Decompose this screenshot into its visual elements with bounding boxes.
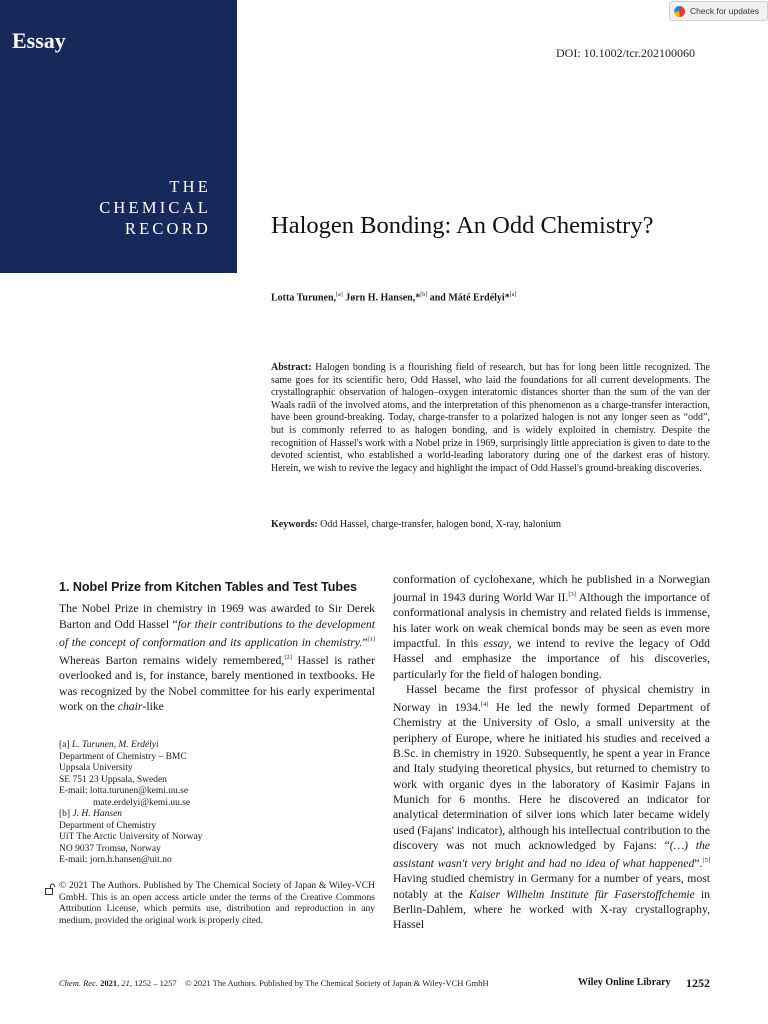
article-title: Halogen Bonding: An Odd Chemistry?: [271, 212, 654, 239]
affiliation-label: [b]: [59, 809, 73, 819]
affiliation-line: Department of Chemistry: [59, 820, 157, 831]
text-run: He led the newly formed Department of Chemistry at the University of Oslo, a small university at the periphery of Europe, where he initiated his studies and received a B.Sc. in chemistry in 1920. Subsequently, he spent a year in France and Italy studying theoretical physics, but returned to chemistry to work with organic dyes in the laboratory of Kasimir Fajans in Munich for 6 months. Here he discovered an indicator for analytical determination of silver ions which later became widely used (Fajans' indicator), although his intellectual contribution to the discovery was not much acknowledged by Fajans: “: [393, 701, 710, 852]
body-paragraph: [59, 601, 375, 714]
wiley-online-library-link[interactable]: Wiley Online Library: [578, 977, 671, 988]
keywords-text: Odd Hassel, charge-transfer, halogen bond, X-ray, halonium: [317, 519, 562, 530]
reference-link[interactable]: [2]: [284, 654, 292, 662]
affiliation-marker: [a]: [509, 292, 517, 298]
affiliation-line: Department of Chemistry – BMC: [59, 751, 187, 762]
journal-line: THE: [169, 177, 211, 196]
text-run: Having studied chemistry in Germany for a number of years, most notably at the: [393, 872, 710, 901]
reference-link[interactable]: [4]: [480, 701, 489, 709]
emphasis-text: chair: [117, 699, 143, 713]
body-column-right: [393, 572, 710, 933]
affiliation-line: UiT The Arctic University of Norway: [59, 832, 203, 842]
affiliation-authors: L. Turunen, M. Erdélyi: [71, 740, 159, 750]
text-run: Hassel is rather overlooked and is, for instance, barely mentioned in textbooks. He was recognized by the Nobel committee for his early experimental work on the: [59, 653, 375, 713]
text-run: Hassel became the first professor of physical chemistry in Norway in 1934.: [393, 682, 710, 715]
open-access-icon: [45, 883, 55, 895]
journal-name: [99, 176, 211, 239]
citation-pages: , 1252 – 1257: [129, 978, 177, 988]
crossmark-icon: [674, 6, 685, 17]
reference-link[interactable]: [3]: [568, 591, 576, 599]
affiliation-authors: J. H. Hansen: [72, 809, 123, 819]
body-paragraph: [393, 682, 710, 933]
reference-link[interactable]: [1]: [367, 635, 375, 643]
body-paragraph: [393, 572, 710, 682]
body-column-left: [59, 580, 375, 714]
text-run: ”.: [694, 857, 703, 871]
email-link[interactable]: E-mail: lotta.turunen@kemi.uu.se: [59, 786, 189, 796]
section-label: Essay: [12, 28, 66, 53]
license-statement: © 2021 The Authors. Published by The Chemical Society of Japan & Wiley-VCH GmbH. This is an open access article under the terms of the Creative Commons Attribution License, which permits use, distribution and reproduction in any medium, provided the original work is properly cited.: [59, 881, 375, 926]
text-run: , we intend to revive the legacy of Odd Hassel and emphasize the importance of his discoveries, particularly for the field of halogen bonding.: [393, 637, 710, 681]
fajans-quote: (…) the assistant wasn't very bright and had no idea of what happened: [393, 838, 710, 871]
page-number: 1252: [686, 976, 710, 990]
author-name: Lotta Turunen,: [271, 292, 337, 304]
journal-abbrev: Chem. Rec.: [59, 978, 98, 988]
affiliation-line: NO 9037 Tromsø, Norway: [59, 843, 161, 854]
author-name: Jørn H. Hansen,*: [342, 292, 421, 304]
section-heading: 1. Nobel Prize from Kitchen Tables and Test Tubes: [59, 580, 357, 594]
journal-banner: [0, 0, 237, 273]
affiliation-marker: [a]: [336, 292, 343, 298]
text-run: Whereas Barton remains widely remembered,: [59, 653, 285, 667]
affiliation-b-header: [59, 809, 375, 821]
author-name: and Máté Erdélyi*: [427, 292, 510, 304]
affiliation-line: SE 751 23 Uppsala, Sweden: [59, 774, 167, 785]
check-for-updates-label: Check for updates: [690, 6, 759, 16]
email-link[interactable]: mate.erdelyi@kemi.uu.se: [93, 797, 191, 808]
affiliation-marker: [b]: [420, 292, 428, 298]
email-link[interactable]: E-mail: jorn.h.hansen@uit.no: [59, 855, 172, 865]
keywords: [271, 519, 710, 530]
affiliation-a-header: [59, 740, 375, 752]
reference-link[interactable]: [5]: [702, 857, 710, 865]
doi-link[interactable]: DOI: 10.1002/tcr.202100060: [556, 46, 695, 60]
text-run: conformation of cyclohexane, which he published in a Norwegian journal in 1943 during World War II.: [393, 573, 710, 605]
affiliation-label: [a]: [59, 740, 72, 750]
text-run: in Berlin-Dahlem, where he worked with X-ray crystallography, Hassel: [393, 887, 710, 932]
keywords-label: Keywords:: [271, 519, 318, 530]
institute-name: Kaiser Wilhelm Institute für Faserstoffchemie: [468, 887, 695, 901]
abstract-text: Halogen bonding is a flourishing field of research, but has for long been little recognized. The same goes for its scientific hero, Odd Hassel, who laid the foundations for all current developments. The crystallographic observation of halogen–oxygen interatomic distances shorter than the sum of the van der Waals radii of the involved atoms, and the interpretation of this phenomenon as a charge-transfer interaction, have been ground-breaking. Today, charge-transfer to a polarized halogen is not any longer seen as “odd”, but is commonly referred to as halogen bonding, and is widely exploited in chemistry. Despite the recognition of Hassel's work with a Nobel prize in 1969, surprisingly little appreciation is given to date to the devoted scientist, who established a world-leading laboratory during one of the darkest eras of history. Herein, we wish to revive the legacy and highlight the impact of Odd Hassel's ground-breaking discoveries.: [271, 362, 710, 474]
text-run: Although the importance of conformational analysis in chemistry and related fields is immense, his later work on weak chemical bonds may be seen as even more impactful. In this: [393, 591, 710, 651]
affiliations: [59, 740, 375, 867]
emphasis-text: essay: [483, 637, 509, 651]
journal-line: RECORD: [124, 219, 211, 238]
text-run: -like: [142, 699, 164, 713]
citation-year: 2021: [100, 978, 118, 988]
citation-volume: 21: [121, 978, 130, 988]
abstract: [271, 362, 710, 475]
abstract-label: Abstract:: [271, 362, 312, 373]
text-run: ”: [362, 635, 368, 649]
nobel-citation: for their contributions to the development of the concept of conformation and its application in chemistry.: [59, 617, 375, 649]
page-footer: [59, 978, 710, 992]
journal-line: CHEMICAL: [99, 198, 211, 217]
check-for-updates-button[interactable]: [669, 1, 768, 21]
author-list: [271, 292, 516, 303]
text-run: The Nobel Prize in chemistry in 1969 was awarded to Sir Derek Barton and Odd Hassel “: [59, 602, 375, 631]
footer-copyright: © 2021 The Authors. Published by The Chemical Society of Japan & Wiley-VCH GmbH: [185, 978, 489, 988]
affiliation-line: Uppsala University: [59, 763, 133, 773]
citation-line: Chem. Rec. 2021, 21, 1252 – 1257 © 2021 The Authors. Published by The Chemical Society of Japan & Wiley-VCH GmbH: [59, 978, 489, 988]
